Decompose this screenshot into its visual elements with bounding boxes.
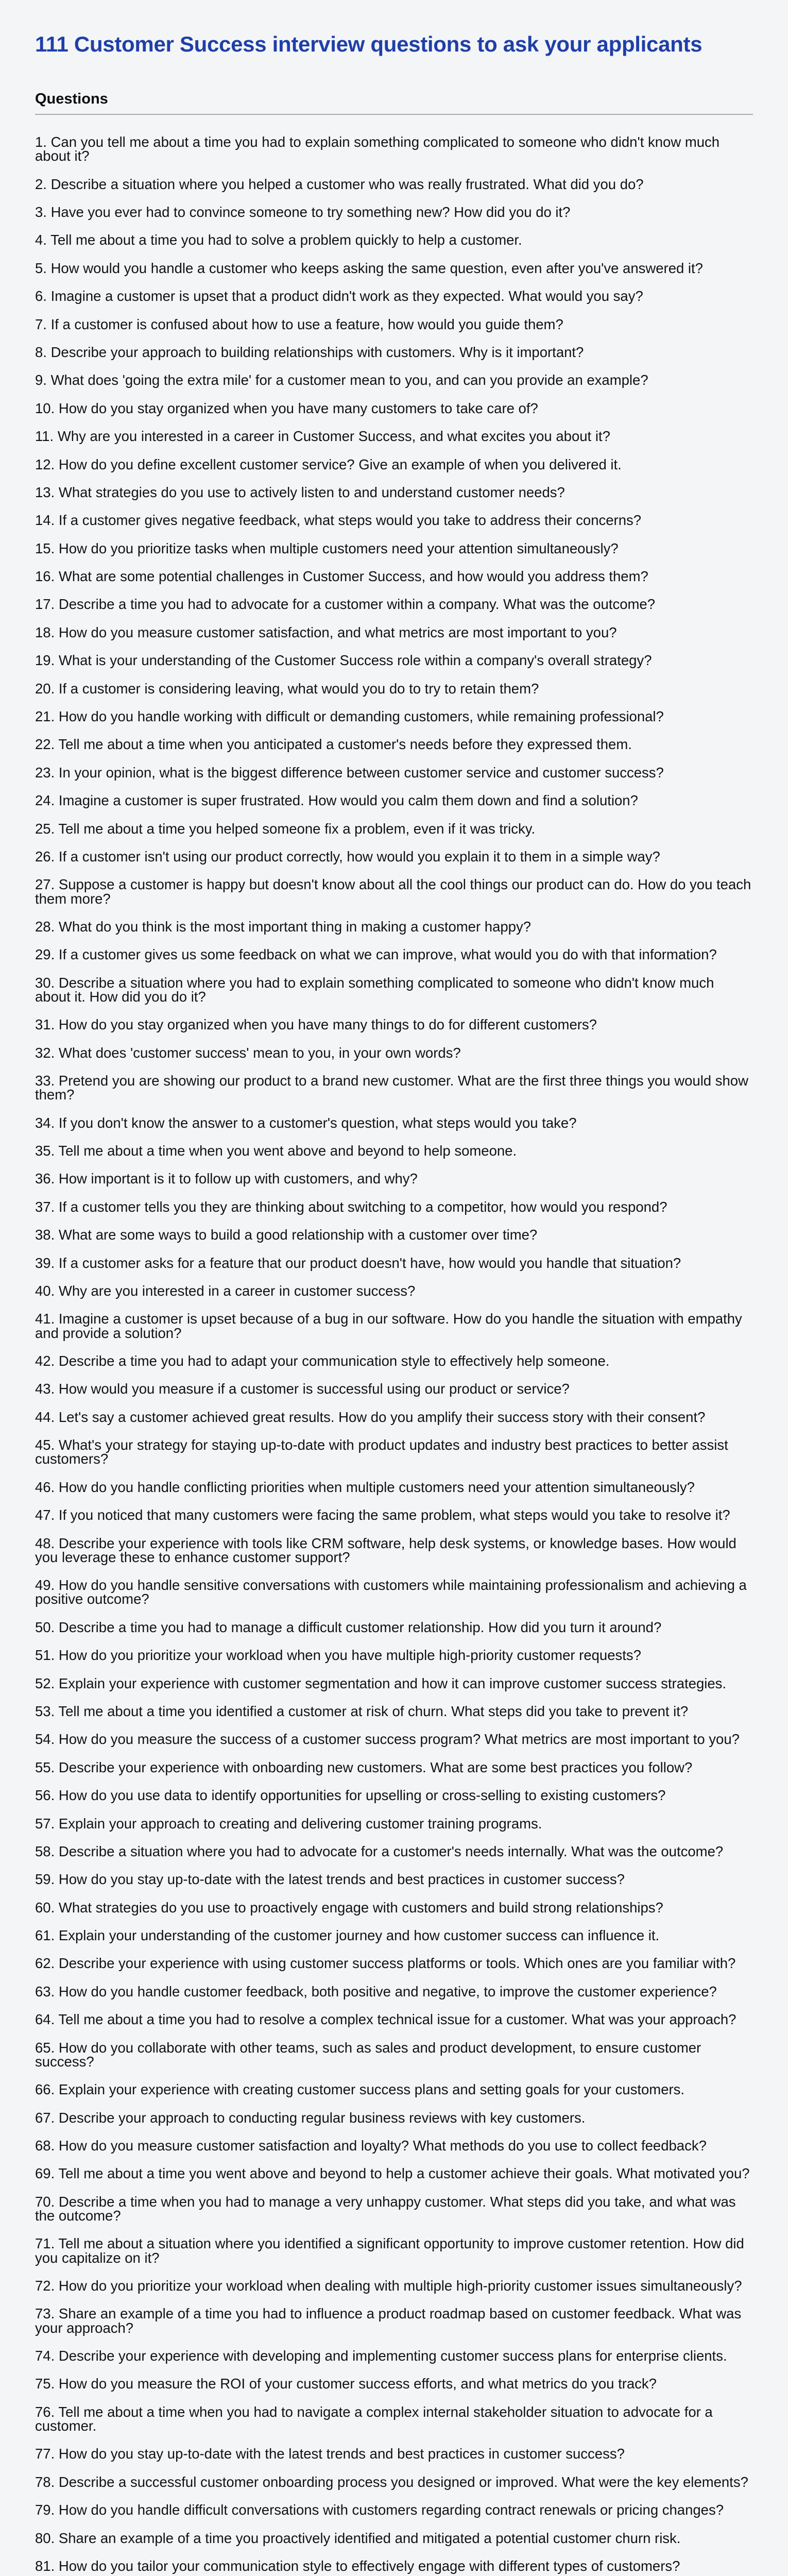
question-item: 5. How would you handle a customer who keeps asking the same question, even after you've answered it? <box>35 260 703 276</box>
question-item: 36. How important is it to follow up with customers, and why? <box>35 1171 418 1187</box>
question-item: 51. How do you prioritize your workload when you have multiple high-priority customer requests? <box>35 1647 641 1664</box>
question-item: 49. How do you handle sensitive conversations with customers while maintaining professionalism and achieving a positive outcome? <box>35 1577 747 1607</box>
section-divider <box>35 114 753 115</box>
question-item: 50. Describe a time you had to manage a difficult customer relationship. How did you turn it around? <box>35 1619 662 1635</box>
question-item: 33. Pretend you are showing our product to a brand new customer. What are the first three things you would show them? <box>35 1073 748 1103</box>
question-item: 76. Tell me about a time when you had to navigate a complex internal stakeholder situation to advocate for a customer. <box>35 2403 713 2434</box>
questions-heading: Questions <box>35 91 108 107</box>
question-item: 39. If a customer asks for a feature that our product doesn't have, how would you handle that situation? <box>35 1255 681 1271</box>
question-item: 80. Share an example of a time you proactively identified and mitigated a potential customer churn risk. <box>35 2530 681 2546</box>
question-item: 10. How do you stay organized when you have many customers to take care of? <box>35 400 538 416</box>
question-item: 23. In your opinion, what is the biggest difference between customer service and customer success? <box>35 764 664 781</box>
question-item: 41. Imagine a customer is upset because of a bug in our software. How do you handle the situation with empathy and provide a solution? <box>35 1311 742 1341</box>
question-item: 79. How do you handle difficult conversations with customers regarding contract renewals or pricing changes? <box>35 2502 724 2518</box>
question-item: 13. What strategies do you use to actively listen to and understand customer needs? <box>35 484 565 500</box>
question-item: 28. What do you think is the most important thing in making a customer happy? <box>35 918 531 935</box>
question-item: 74. Describe your experience with developing and implementing customer success plans for enterprise clients. <box>35 2347 727 2364</box>
question-item: 40. Why are you interested in a career in customer success? <box>35 1283 416 1299</box>
question-item: 56. How do you use data to identify opportunities for upselling or cross-selling to existing customers? <box>35 1787 666 1804</box>
question-item: 29. If a customer gives us some feedback on what we can improve, what would you do with that information? <box>35 946 717 963</box>
question-item: 66. Explain your experience with creating customer success plans and setting goals for your customers. <box>35 2081 685 2098</box>
question-item: 16. What are some potential challenges in Customer Success, and how would you address them? <box>35 568 648 585</box>
question-list <box>35 135 753 2576</box>
question-item: 30. Describe a situation where you had to explain something complicated to someone who didn't know much about it. How did you do it? <box>35 974 714 1005</box>
question-item: 43. How would you measure if a customer is successful using our product or service? <box>35 1381 570 1397</box>
question-item: 14. If a customer gives negative feedback, what steps would you take to address their concerns? <box>35 512 642 529</box>
question-item: 54. How do you measure the success of a customer success program? What metrics are most important to you? <box>35 1731 740 1748</box>
question-item: 32. What does 'customer success' mean to you, in your own words? <box>35 1044 461 1061</box>
question-item: 48. Describe your experience with tools like CRM software, help desk systems, or knowledge bases. How would you leverage these to enhance customer support? <box>35 1535 736 1565</box>
question-item: 9. What does 'going the extra mile' for a customer mean to you, and can you provide an example? <box>35 372 648 388</box>
question-item: 73. Share an example of a time you had to influence a product roadmap based on customer feedback. What was your approach? <box>35 2306 742 2336</box>
question-item: 44. Let's say a customer achieved great results. How do you amplify their success story with their consent? <box>35 1409 706 1425</box>
question-item: 4. Tell me about a time you had to solve a problem quickly to help a customer. <box>35 232 522 248</box>
question-item: 8. Describe your approach to building relationships with customers. Why is it important? <box>35 344 584 360</box>
question-item: 81. How do you tailor your communication style to effectively engage with different types of customers? <box>35 2557 680 2574</box>
question-item: 65. How do you collaborate with other teams, such as sales and product development, to ensure customer success? <box>35 2039 701 2070</box>
question-item: 70. Describe a time when you had to manage a very unhappy customer. What steps did you take, and what was the outcome? <box>35 2193 736 2224</box>
question-item: 26. If a customer isn't using our product correctly, how would you explain it to them in a simple way? <box>35 848 660 865</box>
question-item: 34. If you don't know the answer to a customer's question, what steps would you take? <box>35 1114 577 1131</box>
question-item: 7. If a customer is confused about how to use a feature, how would you guide them? <box>35 316 563 332</box>
question-item: 52. Explain your experience with customer segmentation and how it can improve customer success strategies. <box>35 1675 727 1691</box>
question-item: 68. How do you measure customer satisfaction and loyalty? What methods do you use to collect feedback? <box>35 2138 707 2154</box>
question-item: 25. Tell me about a time you helped someone fix a problem, even if it was tricky. <box>35 820 536 837</box>
question-item: 47. If you noticed that many customers were facing the same problem, what steps would you take to resolve it? <box>35 1507 730 1523</box>
question-item: 64. Tell me about a time you had to resolve a complex technical issue for a customer. What was your approach? <box>35 2011 736 2028</box>
question-item: 15. How do you prioritize tasks when multiple customers need your attention simultaneously? <box>35 540 619 556</box>
question-item: 38. What are some ways to build a good relationship with a customer over time? <box>35 1227 538 1243</box>
question-item: 20. If a customer is considering leaving, what would you do to try to retain them? <box>35 680 539 697</box>
question-item: 42. Describe a time you had to adapt your communication style to effectively help someone. <box>35 1353 610 1369</box>
question-item: 61. Explain your understanding of the customer journey and how customer success can influence it. <box>35 1927 660 1944</box>
question-item: 60. What strategies do you use to proactively engage with customers and build strong relationships? <box>35 1899 663 1916</box>
question-item: 21. How do you handle working with difficult or demanding customers, while remaining professional? <box>35 708 664 725</box>
question-item: 46. How do you handle conflicting priorities when multiple customers need your attention simultaneously? <box>35 1479 695 1495</box>
question-item: 69. Tell me about a time you went above and beyond to help a customer achieve their goals. What motivated you? <box>35 2165 750 2182</box>
question-item: 12. How do you define excellent customer service? Give an example of when you delivered it. <box>35 456 622 472</box>
question-item: 58. Describe a situation where you had to advocate for a customer's needs internally. What was the outcome? <box>35 1843 724 1859</box>
question-item: 19. What is your understanding of the Customer Success role within a company's overall strategy? <box>35 652 652 669</box>
question-item: 2. Describe a situation where you helped a customer who was really frustrated. What did you do? <box>35 176 644 192</box>
question-item: 22. Tell me about a time when you anticipated a customer's needs before they expressed them. <box>35 736 632 753</box>
question-item: 27. Suppose a customer is happy but doesn't know about all the cool things our product can do. How do you teach them more? <box>35 876 751 907</box>
question-item: 59. How do you stay up-to-date with the latest trends and best practices in customer success? <box>35 1871 625 1888</box>
question-item: 71. Tell me about a situation where you identified a significant opportunity to improve customer retention. How did you capitalize on it? <box>35 2235 744 2266</box>
question-item: 75. How do you measure the ROI of your customer success efforts, and what metrics do you track? <box>35 2376 657 2392</box>
question-item: 31. How do you stay organized when you have many things to do for different customers? <box>35 1016 597 1033</box>
question-item: 17. Describe a time you had to advocate for a customer within a company. What was the outcome? <box>35 596 655 613</box>
question-item: 37. If a customer tells you they are thinking about switching to a competitor, how would you respond? <box>35 1198 667 1215</box>
question-item: 55. Describe your experience with onboarding new customers. What are some best practices you follow? <box>35 1759 693 1775</box>
question-item: 35. Tell me about a time when you went above and beyond to help someone. <box>35 1143 517 1159</box>
question-item: 77. How do you stay up-to-date with the latest trends and best practices in customer success? <box>35 2446 625 2462</box>
question-item: 57. Explain your approach to creating and delivering customer training programs. <box>35 1815 542 1832</box>
question-item: 24. Imagine a customer is super frustrated. How would you calm them down and find a solution? <box>35 792 638 809</box>
question-item: 78. Describe a successful customer onboarding process you designed or improved. What were the key elements? <box>35 2473 748 2490</box>
question-item: 72. How do you prioritize your workload when dealing with multiple high-priority customer issues simultaneously? <box>35 2277 742 2294</box>
page-title: 111 Customer Success interview questions to ask your applicants <box>35 32 703 56</box>
question-item: 53. Tell me about a time you identified a customer at risk of churn. What steps did you take to prevent it? <box>35 1703 689 1719</box>
question-item: 11. Why are you interested in a career in Customer Success, and what excites you about it? <box>35 428 610 445</box>
question-item: 62. Describe your experience with using customer success platforms or tools. Which ones are you familiar with? <box>35 1955 736 1972</box>
question-item: 1. Can you tell me about a time you had to explain something complicated to someone who didn't know much about it? <box>35 134 720 164</box>
question-item: 63. How do you handle customer feedback, both positive and negative, to improve the customer experience? <box>35 1983 717 1999</box>
question-item: 18. How do you measure customer satisfaction, and what metrics are most important to you? <box>35 624 617 640</box>
question-item: 6. Imagine a customer is upset that a product didn't work as they expected. What would you say? <box>35 288 643 304</box>
question-item: 3. Have you ever had to convince someone to try something new? How did you do it? <box>35 204 571 220</box>
question-item: 67. Describe your approach to conducting regular business reviews with key customers. <box>35 2109 586 2126</box>
question-item: 45. What's your strategy for staying up-to-date with product updates and industry best practices to better assist customers? <box>35 1437 728 1467</box>
